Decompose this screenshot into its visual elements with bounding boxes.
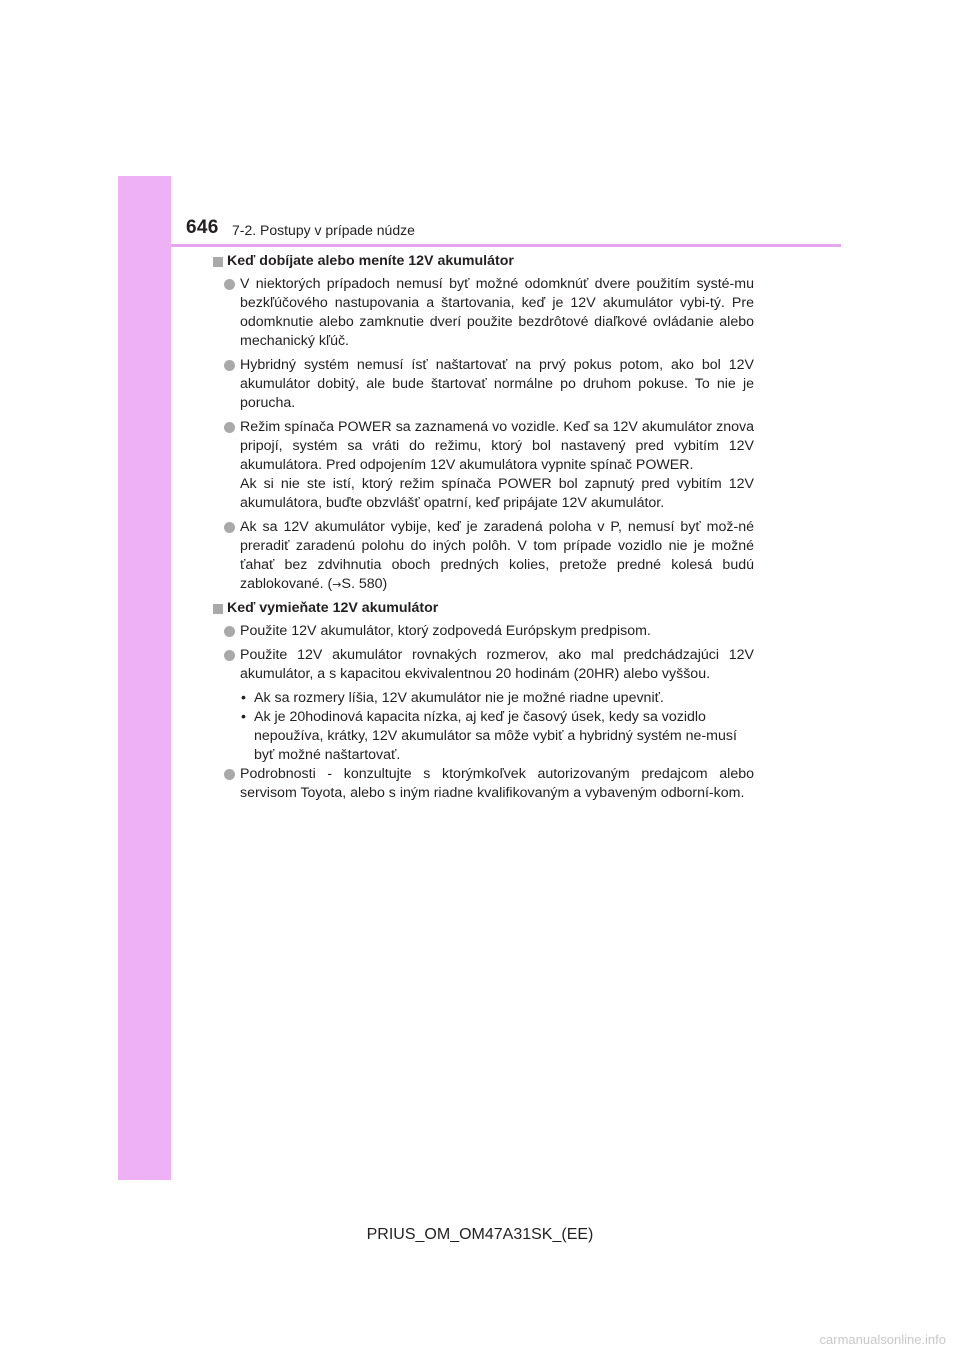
sub-list — [212, 689, 754, 765]
sub-list-text: Ak sa rozmery líšia, 12V akumulátor nie je možné riadne upevniť. — [254, 690, 664, 706]
heading-text: Keď dobíjate alebo meníte 12V akumulátor — [227, 253, 514, 269]
circle-bullet-icon — [224, 769, 235, 780]
paragraph: Režim spínača POWER sa zaznamená vo vozidle. Keď sa 12V akumulátor znova pripojí, systém sa vráti do režimu, ktorý bol nastavený pred vybitím 12V akumulátora. Pred odpojením 12V akumulátora vypnite spínač POWER. — [240, 419, 754, 473]
section-heading — [212, 252, 754, 271]
circle-bullet-icon — [224, 422, 235, 433]
list-item — [212, 622, 754, 641]
paragraph: Ak si nie ste istí, ktorý režim spínača POWER bol zapnutý pred vybitím 12V akumulátora, buďte obzvlášť opatrní, keď pripájate 12V akumulátor. — [240, 476, 754, 511]
paragraph: Hybridný systém nemusí ísť naštartovať na prvý pokus potom, ako bol 12V akumulátor dobitý, ale bude štartovať normálne po druhom pokuse. To nie je porucha. — [240, 357, 754, 411]
section-title: 7-2. Postupy v prípade núdze — [232, 222, 415, 238]
watermark: carmanualsonline.info — [819, 1332, 946, 1347]
square-bullet-icon — [213, 604, 223, 614]
page-reference-link[interactable]: S. 580) — [341, 576, 388, 592]
header-rule — [171, 244, 841, 247]
sub-list-item — [212, 708, 754, 765]
circle-bullet-icon — [224, 522, 235, 533]
footer-doc-id: PRIUS_OM_OM47A31SK_(EE) — [366, 1226, 594, 1243]
paragraph: Použite 12V akumulátor rovnakých rozmerov, ako mal predchádzajúci 12V akumulátor, a s kapacitou ekvivalentnou 20 hodinám (20HR) alebo vyššou. — [240, 647, 754, 682]
paragraph: Podrobnosti - konzultujte s ktorýmkoľvek autorizovaným predajcom alebo servisom Toyota, alebo s iným riadne kvalifikovaným a vybaveným odborní-kom. — [240, 766, 754, 801]
arrow-icon: → — [332, 578, 342, 591]
square-bullet-icon — [213, 257, 223, 267]
list-item — [212, 356, 754, 413]
sub-bullet-icon: • — [241, 690, 246, 706]
paragraph: V niektorých prípadoch nemusí byť možné odomknúť dvere použitím systé-mu bezkľúčového nastupovania a štartovania, keď je 12V akumulátor vybi-tý. Pre odomknutie alebo zamknutie dverí použite bezdrôtové diaľkové ovládanie alebo mechanický kľúč. — [240, 276, 754, 349]
circle-bullet-icon — [224, 650, 235, 661]
paragraph — [240, 518, 754, 594]
paragraph-text: Ak sa 12V akumulátor vybije, keď je zaradená poloha v P, nemusí byť mož-né preradiť zaradenú polohu do iných polôh. V tom prípade vozidlo nie je možné ťahať bez zdvihnutia oboch predných kolies, pretože predné kolesá budú zablokované. ( — [240, 519, 754, 592]
side-tab-band — [118, 176, 171, 1180]
sub-list-text: Ak je 20hodinová kapacita nízka, aj keď je časový úsek, kedy sa vozidlo nepoužíva, krátky, 12V akumulátor sa môže vybiť a hybridný systém ne-musí byť možné naštartovať. — [254, 709, 737, 763]
circle-bullet-icon — [224, 626, 235, 637]
paragraph: Použite 12V akumulátor, ktorý zodpovedá Európskym predpisom. — [240, 623, 651, 639]
list-item — [212, 275, 754, 351]
list-item — [212, 765, 754, 803]
list-item — [212, 646, 754, 684]
sub-list-item — [212, 689, 754, 708]
circle-bullet-icon — [224, 360, 235, 371]
heading-text: Keď vymieňate 12V akumulátor — [227, 600, 439, 616]
circle-bullet-icon — [224, 279, 235, 290]
sub-bullet-icon: • — [241, 709, 246, 725]
page-number: 646 — [186, 217, 219, 238]
section-heading — [212, 599, 754, 618]
list-item — [212, 418, 754, 513]
list-item — [212, 518, 754, 594]
page-content — [212, 252, 754, 808]
